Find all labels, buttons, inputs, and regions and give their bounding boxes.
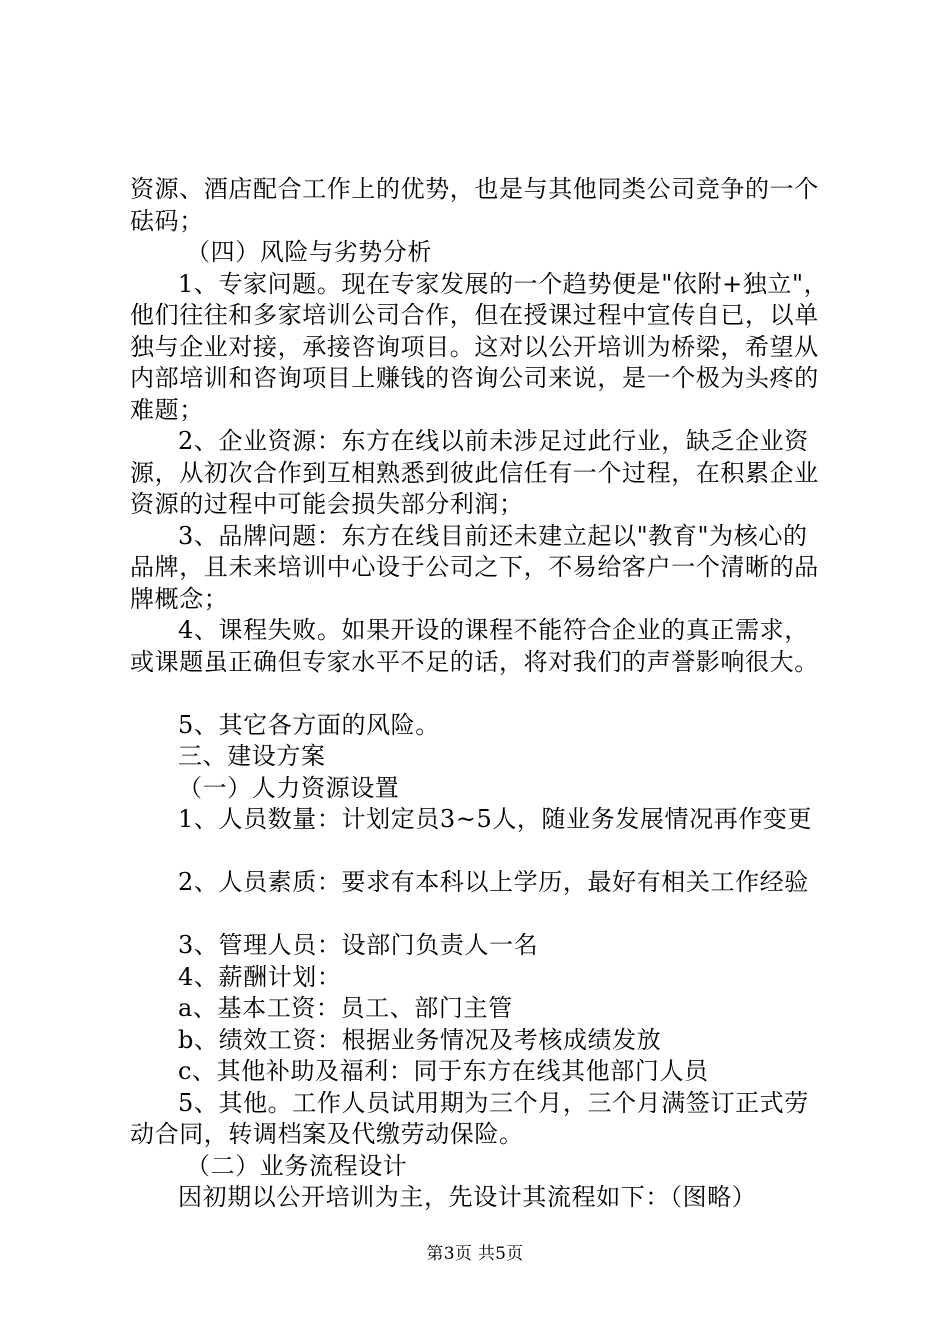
section-heading-risk-analysis: （四）风险与劣势分析 [186,238,432,266]
paragraph-salary-plan: 4、薪酬计划： [178,962,342,991]
paragraph-staff-count: 1、人员数量：计划定员3~5人，随业务发展情况再作变更 [178,805,813,833]
paragraph-process-intro: 因初期以公开培训为主，先设计其流程如下：（图略） [178,1183,757,1211]
page-number-footer: 第3页 共5页 [426,1244,524,1264]
document-body [130,174,830,1214]
paragraph-expert-issue: 1、专家问题。现在专家发展的一个趋势便是"依附+独立"，他们往往和多家培训公司合作，但在授课过程中宣传自已，以单独与企业对接，承接咨询项目。这对以公开培训为桥梁，希望从内部培训和咨询项目上赚钱的咨询公司来说，是一个极为头疼的难题； [130,269,829,424]
paragraph-management: 3、管理人员：设部门负责人一名 [178,931,539,959]
paragraph-advantage-continued: 资源、酒店配合工作上的优势，也是与其他同类公司竞争的一个砝码； [130,175,819,235]
paragraph-performance-salary: b、绩效工资：根据业务情况及考核成绩发放 [178,1025,662,1054]
paragraph-other-risks: 5、其它各方面的风险。 [178,710,440,739]
paragraph-course-failure: 4、课程失败。如果开设的课程不能符合企业的真正需求，或课题虽正确但专家水平不足的话，将对我们的声誉影响很大。 [130,616,819,676]
paragraph-base-salary: a、基本工资：员工、部门主管 [178,994,513,1022]
paragraph-enterprise-resources: 2、企业资源：东方在线以前未涉足过此行业，缺乏企业资源，从初次合作到互相熟悉到彼此信任有一个过程，在积累企业资源的过程中可能会损失部分利润； [130,427,819,518]
paragraph-benefits: c、其他补助及福利：同于东方在线其他部门人员 [178,1057,709,1085]
paragraph-other-terms: 5、其他。工作人员试用期为三个月，三个月满签订正式劳动合同，转调档案及代缴劳动保险。 [130,1088,809,1148]
section-heading-hr-setup: （一）人力资源设置 [178,773,400,802]
section-heading-process-design: （二）业务流程设计 [186,1151,408,1180]
paragraph-staff-quality: 2、人员素质：要求有本科以上学历，最好有相关工作经验 [178,868,809,896]
paragraph-brand-issue: 3、品牌问题：东方在线目前还未建立起以"教育"为核心的品牌，且未来培训中心设于公司之下，不易给客户一个清晰的品牌概念； [130,521,819,613]
section-heading-construction-plan: 三、建设方案 [178,742,326,770]
